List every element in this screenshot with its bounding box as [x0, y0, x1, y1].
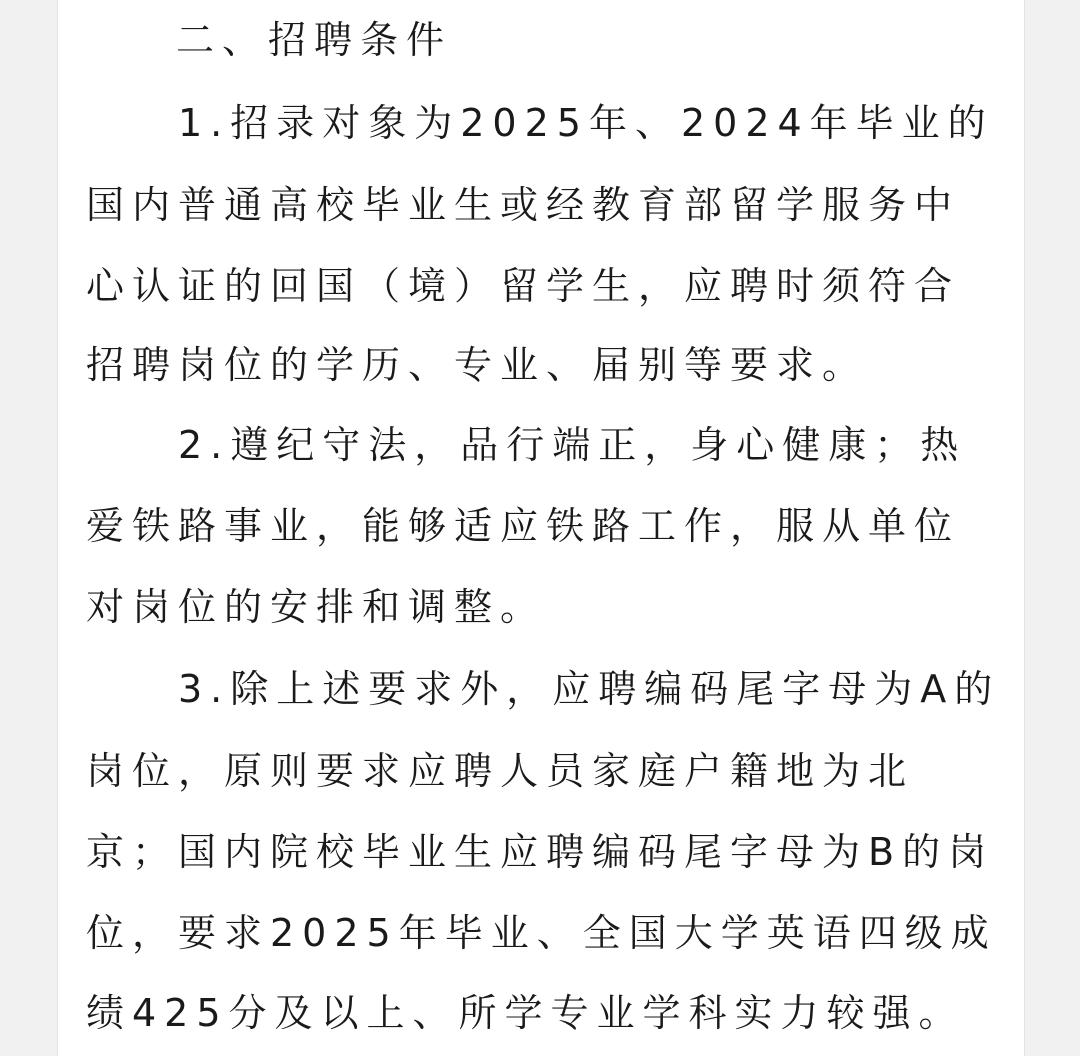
paragraph-3-line-5: 绩425分及以上、所学专业学科实力较强。 — [86, 991, 965, 1035]
paragraph-3-line-2: 岗位，原则要求应聘人员家庭户籍地为北 — [86, 749, 915, 793]
paragraph-2-line-3: 对岗位的安排和调整。 — [86, 585, 547, 629]
paragraph-2-line-1: 2.遵纪守法，品行端正，身心健康；热 — [178, 423, 967, 467]
paragraph-3-line-1: 3.除上述要求外，应聘编码尾字母为A的 — [178, 667, 1001, 711]
paragraph-2-line-2: 爱铁路事业，能够适应铁路工作，服从单位 — [86, 504, 961, 548]
paragraph-3-line-4: 位，要求2025年毕业、全国大学英语四级成 — [86, 911, 997, 955]
paragraph-1-line-3: 心认证的回国（境）留学生，应聘时须符合 — [86, 264, 961, 308]
paragraph-1-line-1: 1.招录对象为2025年、2024年毕业的 — [178, 101, 994, 145]
paragraph-1-line-4: 招聘岗位的学历、专业、届别等要求。 — [86, 343, 869, 387]
section-heading: 二、招聘条件 — [176, 18, 453, 62]
document-page — [57, 0, 1025, 1056]
paragraph-1-line-2: 国内普通高校毕业生或经教育部留学服务中 — [86, 183, 961, 227]
paragraph-3-line-3: 京；国内院校毕业生应聘编码尾字母为B的岗 — [86, 830, 995, 874]
